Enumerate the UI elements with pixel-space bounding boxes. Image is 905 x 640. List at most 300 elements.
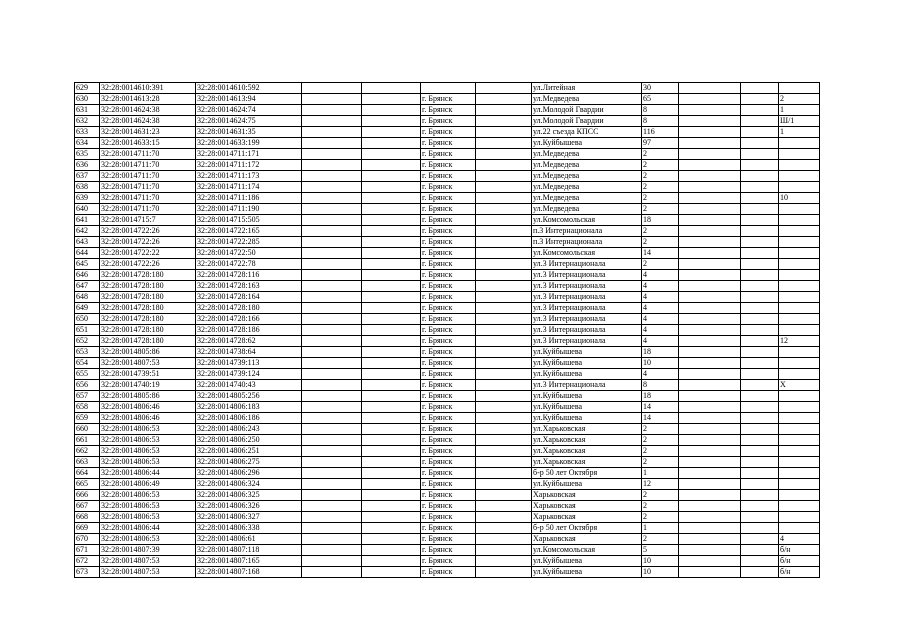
empty-cell-d bbox=[679, 490, 741, 501]
city-cell: г. Брянск bbox=[421, 424, 476, 435]
table-row bbox=[75, 204, 820, 215]
empty-cell-e bbox=[741, 380, 779, 391]
house-number-cell: 2 bbox=[642, 534, 679, 545]
empty-cell-a bbox=[302, 336, 362, 347]
row-number-cell: 659 bbox=[75, 413, 100, 424]
table-row bbox=[75, 303, 820, 314]
row-number-cell: 634 bbox=[75, 138, 100, 149]
row-number-cell: 647 bbox=[75, 281, 100, 292]
building-cell bbox=[779, 435, 820, 446]
cadastral-number-cell: 32:28:0014728:164 bbox=[196, 292, 302, 303]
building-cell bbox=[779, 281, 820, 292]
empty-cell-b bbox=[362, 281, 421, 292]
table-row bbox=[75, 237, 820, 248]
city-cell: г. Брянск bbox=[421, 303, 476, 314]
source-cadastral-number-cell: 32:28:0014807:53 bbox=[100, 567, 196, 578]
empty-cell-e bbox=[741, 303, 779, 314]
building-cell: 1 bbox=[779, 105, 820, 116]
house-number-cell: 2 bbox=[642, 160, 679, 171]
city-cell: г. Брянск bbox=[421, 435, 476, 446]
empty-cell-c bbox=[476, 457, 532, 468]
empty-cell-c bbox=[476, 160, 532, 171]
row-number-cell: 635 bbox=[75, 149, 100, 160]
house-number-cell: 18 bbox=[642, 215, 679, 226]
cadastral-number-cell: 32:28:0014711:173 bbox=[196, 171, 302, 182]
city-cell: г. Брянск bbox=[421, 270, 476, 281]
street-cell: ул.Куйбышева bbox=[532, 138, 642, 149]
empty-cell-b bbox=[362, 94, 421, 105]
empty-cell-d bbox=[679, 457, 741, 468]
building-cell: 4 bbox=[779, 534, 820, 545]
empty-cell-b bbox=[362, 435, 421, 446]
empty-cell-d bbox=[679, 215, 741, 226]
cadastral-number-cell: 32:28:0014806:61 bbox=[196, 534, 302, 545]
empty-cell-e bbox=[741, 545, 779, 556]
street-cell: ул.Комсомольская bbox=[532, 215, 642, 226]
table-row bbox=[75, 193, 820, 204]
empty-cell-c bbox=[476, 468, 532, 479]
empty-cell-c bbox=[476, 314, 532, 325]
empty-cell-b bbox=[362, 237, 421, 248]
row-number-cell: 654 bbox=[75, 358, 100, 369]
empty-cell-b bbox=[362, 479, 421, 490]
city-cell: г. Брянск bbox=[421, 512, 476, 523]
house-number-cell: 10 bbox=[642, 358, 679, 369]
building-cell bbox=[779, 512, 820, 523]
cadastral-number-cell: 32:28:0014728:180 bbox=[196, 303, 302, 314]
empty-cell-d bbox=[679, 380, 741, 391]
source-cadastral-number-cell: 32:28:0014722:22 bbox=[100, 248, 196, 259]
cadastral-number-cell: 32:28:0014806:324 bbox=[196, 479, 302, 490]
empty-cell-d bbox=[679, 402, 741, 413]
source-cadastral-number-cell: 32:28:0014722:26 bbox=[100, 237, 196, 248]
house-number-cell: 2 bbox=[642, 171, 679, 182]
row-number-cell: 641 bbox=[75, 215, 100, 226]
table-row bbox=[75, 380, 820, 391]
empty-cell-b bbox=[362, 83, 421, 94]
empty-cell-d bbox=[679, 391, 741, 402]
source-cadastral-number-cell: 32:28:0014806:49 bbox=[100, 479, 196, 490]
empty-cell-b bbox=[362, 259, 421, 270]
empty-cell-c bbox=[476, 358, 532, 369]
house-number-cell: 14 bbox=[642, 413, 679, 424]
street-cell: ул.Литейная bbox=[532, 83, 642, 94]
street-cell: ул.Комсомольская bbox=[532, 248, 642, 259]
house-number-cell: 2 bbox=[642, 226, 679, 237]
building-cell: 2 bbox=[779, 94, 820, 105]
empty-cell-a bbox=[302, 105, 362, 116]
row-number-cell: 661 bbox=[75, 435, 100, 446]
street-cell: ул.Харьковская bbox=[532, 446, 642, 457]
empty-cell-e bbox=[741, 193, 779, 204]
table-row bbox=[75, 369, 820, 380]
house-number-cell: 4 bbox=[642, 303, 679, 314]
empty-cell-c bbox=[476, 369, 532, 380]
row-number-cell: 667 bbox=[75, 501, 100, 512]
city-cell: г. Брянск bbox=[421, 336, 476, 347]
empty-cell-d bbox=[679, 204, 741, 215]
city-cell: г. Брянск bbox=[421, 523, 476, 534]
cadastral-number-cell: 32:28:0014728:163 bbox=[196, 281, 302, 292]
source-cadastral-number-cell: 32:28:0014722:26 bbox=[100, 259, 196, 270]
street-cell: ул.Медведева bbox=[532, 182, 642, 193]
building-cell: 12 bbox=[779, 336, 820, 347]
city-cell: г. Брянск bbox=[421, 248, 476, 259]
empty-cell-d bbox=[679, 116, 741, 127]
empty-cell-e bbox=[741, 490, 779, 501]
cadastral-number-cell: 32:28:0014610:592 bbox=[196, 83, 302, 94]
source-cadastral-number-cell: 32:28:0014728:180 bbox=[100, 281, 196, 292]
empty-cell-e bbox=[741, 182, 779, 193]
empty-cell-e bbox=[741, 567, 779, 578]
empty-cell-a bbox=[302, 215, 362, 226]
source-cadastral-number-cell: 32:28:0014728:180 bbox=[100, 325, 196, 336]
cadastral-number-cell: 32:28:0014728:62 bbox=[196, 336, 302, 347]
street-cell: ул.Медведева bbox=[532, 171, 642, 182]
empty-cell-b bbox=[362, 270, 421, 281]
empty-cell-d bbox=[679, 259, 741, 270]
empty-cell-c bbox=[476, 270, 532, 281]
empty-cell-d bbox=[679, 369, 741, 380]
source-cadastral-number-cell: 32:28:0014806:46 bbox=[100, 413, 196, 424]
city-cell: г. Брянск bbox=[421, 182, 476, 193]
street-cell: ул.3 Интернационала bbox=[532, 259, 642, 270]
row-number-cell: 670 bbox=[75, 534, 100, 545]
building-cell: б/н bbox=[779, 556, 820, 567]
table-row bbox=[75, 171, 820, 182]
table-row bbox=[75, 314, 820, 325]
cadastral-number-cell: 32:28:0014624:74 bbox=[196, 105, 302, 116]
city-cell: г. Брянск bbox=[421, 259, 476, 270]
empty-cell-c bbox=[476, 94, 532, 105]
empty-cell-c bbox=[476, 248, 532, 259]
empty-cell-e bbox=[741, 457, 779, 468]
empty-cell-e bbox=[741, 512, 779, 523]
empty-cell-e bbox=[741, 523, 779, 534]
table-row bbox=[75, 556, 820, 567]
empty-cell-d bbox=[679, 512, 741, 523]
empty-cell-e bbox=[741, 259, 779, 270]
source-cadastral-number-cell: 32:28:0014711:70 bbox=[100, 182, 196, 193]
empty-cell-a bbox=[302, 314, 362, 325]
street-cell: Харьковская bbox=[532, 534, 642, 545]
empty-cell-e bbox=[741, 116, 779, 127]
empty-cell-a bbox=[302, 138, 362, 149]
empty-cell-c bbox=[476, 391, 532, 402]
empty-cell-a bbox=[302, 347, 362, 358]
building-cell bbox=[779, 501, 820, 512]
empty-cell-a bbox=[302, 380, 362, 391]
empty-cell-e bbox=[741, 435, 779, 446]
empty-cell-e bbox=[741, 424, 779, 435]
source-cadastral-number-cell: 32:28:0014728:180 bbox=[100, 303, 196, 314]
table-row bbox=[75, 182, 820, 193]
cadastral-number-cell: 32:28:0014711:186 bbox=[196, 193, 302, 204]
city-cell: г. Брянск bbox=[421, 567, 476, 578]
empty-cell-d bbox=[679, 127, 741, 138]
house-number-cell: 4 bbox=[642, 325, 679, 336]
city-cell: г. Брянск bbox=[421, 204, 476, 215]
empty-cell-b bbox=[362, 138, 421, 149]
source-cadastral-number-cell: 32:28:0014728:180 bbox=[100, 336, 196, 347]
row-number-cell: 630 bbox=[75, 94, 100, 105]
city-cell: г. Брянск bbox=[421, 193, 476, 204]
empty-cell-a bbox=[302, 545, 362, 556]
empty-cell-c bbox=[476, 127, 532, 138]
empty-cell-a bbox=[302, 556, 362, 567]
empty-cell-c bbox=[476, 501, 532, 512]
house-number-cell: 4 bbox=[642, 336, 679, 347]
empty-cell-e bbox=[741, 358, 779, 369]
cadastral-number-cell: 32:28:0014807:168 bbox=[196, 567, 302, 578]
empty-cell-b bbox=[362, 534, 421, 545]
table-row bbox=[75, 94, 820, 105]
empty-cell-c bbox=[476, 347, 532, 358]
empty-cell-d bbox=[679, 149, 741, 160]
empty-cell-d bbox=[679, 292, 741, 303]
building-cell: Ш/1 bbox=[779, 116, 820, 127]
house-number-cell: 4 bbox=[642, 281, 679, 292]
empty-cell-c bbox=[476, 149, 532, 160]
street-cell: ул.Куйбышева bbox=[532, 402, 642, 413]
row-number-cell: 655 bbox=[75, 369, 100, 380]
row-number-cell: 653 bbox=[75, 347, 100, 358]
empty-cell-b bbox=[362, 468, 421, 479]
cadastral-number-cell: 32:28:0014728:116 bbox=[196, 270, 302, 281]
house-number-cell: 2 bbox=[642, 204, 679, 215]
house-number-cell: 14 bbox=[642, 248, 679, 259]
row-number-cell: 639 bbox=[75, 193, 100, 204]
source-cadastral-number-cell: 32:28:0014728:180 bbox=[100, 270, 196, 281]
registry-table bbox=[74, 82, 820, 578]
cadastral-number-cell: 32:28:0014806:327 bbox=[196, 512, 302, 523]
street-cell: п.3 Интернационала bbox=[532, 226, 642, 237]
table-body bbox=[75, 83, 820, 578]
source-cadastral-number-cell: 32:28:0014711:70 bbox=[100, 171, 196, 182]
empty-cell-c bbox=[476, 204, 532, 215]
house-number-cell: 5 bbox=[642, 545, 679, 556]
cadastral-number-cell: 32:28:0014740:43 bbox=[196, 380, 302, 391]
building-cell bbox=[779, 347, 820, 358]
table-row bbox=[75, 215, 820, 226]
empty-cell-e bbox=[741, 468, 779, 479]
empty-cell-b bbox=[362, 567, 421, 578]
empty-cell-c bbox=[476, 292, 532, 303]
city-cell: г. Брянск bbox=[421, 534, 476, 545]
street-cell: ул.Харьковская bbox=[532, 457, 642, 468]
empty-cell-a bbox=[302, 259, 362, 270]
street-cell: ул.Куйбышева bbox=[532, 556, 642, 567]
table-row bbox=[75, 567, 820, 578]
building-cell: 10 bbox=[779, 193, 820, 204]
empty-cell-a bbox=[302, 413, 362, 424]
empty-cell-a bbox=[302, 468, 362, 479]
city-cell: г. Брянск bbox=[421, 94, 476, 105]
empty-cell-e bbox=[741, 413, 779, 424]
city-cell: г. Брянск bbox=[421, 556, 476, 567]
empty-cell-e bbox=[741, 479, 779, 490]
empty-cell-b bbox=[362, 347, 421, 358]
empty-cell-a bbox=[302, 292, 362, 303]
cadastral-number-cell: 32:28:0014806:250 bbox=[196, 435, 302, 446]
source-cadastral-number-cell: 32:28:0014728:180 bbox=[100, 314, 196, 325]
cadastral-number-cell: 32:28:0014722:78 bbox=[196, 259, 302, 270]
building-cell bbox=[779, 413, 820, 424]
source-cadastral-number-cell: 32:28:0014711:70 bbox=[100, 193, 196, 204]
house-number-cell: 8 bbox=[642, 105, 679, 116]
empty-cell-a bbox=[302, 457, 362, 468]
cadastral-number-cell: 32:28:0014728:186 bbox=[196, 325, 302, 336]
empty-cell-a bbox=[302, 248, 362, 259]
empty-cell-e bbox=[741, 270, 779, 281]
empty-cell-e bbox=[741, 215, 779, 226]
empty-cell-b bbox=[362, 402, 421, 413]
empty-cell-a bbox=[302, 325, 362, 336]
table-row bbox=[75, 468, 820, 479]
empty-cell-a bbox=[302, 501, 362, 512]
empty-cell-a bbox=[302, 435, 362, 446]
building-cell bbox=[779, 138, 820, 149]
empty-cell-b bbox=[362, 501, 421, 512]
street-cell: ул.Куйбышева bbox=[532, 391, 642, 402]
source-cadastral-number-cell: 32:28:0014739:51 bbox=[100, 369, 196, 380]
street-cell: ул.3 Интернационала bbox=[532, 325, 642, 336]
street-cell: Харьковская bbox=[532, 512, 642, 523]
cadastral-number-cell: 32:28:0014711:190 bbox=[196, 204, 302, 215]
table-row bbox=[75, 248, 820, 259]
cadastral-number-cell: 32:28:0014722:285 bbox=[196, 237, 302, 248]
empty-cell-d bbox=[679, 237, 741, 248]
source-cadastral-number-cell: 32:28:0014806:44 bbox=[100, 468, 196, 479]
source-cadastral-number-cell: 32:28:0014806:46 bbox=[100, 402, 196, 413]
city-cell bbox=[421, 83, 476, 94]
street-cell: ул.3 Интернационала bbox=[532, 292, 642, 303]
empty-cell-b bbox=[362, 369, 421, 380]
empty-cell-a bbox=[302, 512, 362, 523]
source-cadastral-number-cell: 32:28:0014624:38 bbox=[100, 105, 196, 116]
street-cell: ул.Куйбышева bbox=[532, 347, 642, 358]
empty-cell-a bbox=[302, 391, 362, 402]
house-number-cell: 10 bbox=[642, 556, 679, 567]
empty-cell-a bbox=[302, 171, 362, 182]
empty-cell-d bbox=[679, 83, 741, 94]
street-cell: ул.Медведева bbox=[532, 160, 642, 171]
street-cell: ул.Куйбышева bbox=[532, 567, 642, 578]
house-number-cell: 2 bbox=[642, 490, 679, 501]
cadastral-number-cell: 32:28:0014711:171 bbox=[196, 149, 302, 160]
table-row bbox=[75, 435, 820, 446]
house-number-cell: 4 bbox=[642, 270, 679, 281]
empty-cell-d bbox=[679, 435, 741, 446]
empty-cell-a bbox=[302, 237, 362, 248]
city-cell: г. Брянск bbox=[421, 501, 476, 512]
cadastral-number-cell: 32:28:0014624:75 bbox=[196, 116, 302, 127]
empty-cell-a bbox=[302, 160, 362, 171]
city-cell: г. Брянск bbox=[421, 127, 476, 138]
empty-cell-a bbox=[302, 490, 362, 501]
empty-cell-a bbox=[302, 116, 362, 127]
empty-cell-b bbox=[362, 358, 421, 369]
street-cell: ул.Комсомольская bbox=[532, 545, 642, 556]
street-cell: ул.Куйбышева bbox=[532, 413, 642, 424]
row-number-cell: 660 bbox=[75, 424, 100, 435]
city-cell: г. Брянск bbox=[421, 391, 476, 402]
empty-cell-a bbox=[302, 446, 362, 457]
street-cell: б-р 50 лет Октября bbox=[532, 468, 642, 479]
source-cadastral-number-cell: 32:28:0014806:53 bbox=[100, 424, 196, 435]
city-cell: г. Брянск bbox=[421, 105, 476, 116]
row-number-cell: 651 bbox=[75, 325, 100, 336]
row-number-cell: 663 bbox=[75, 457, 100, 468]
row-number-cell: 642 bbox=[75, 226, 100, 237]
house-number-cell: 18 bbox=[642, 347, 679, 358]
row-number-cell: 671 bbox=[75, 545, 100, 556]
empty-cell-d bbox=[679, 226, 741, 237]
row-number-cell: 668 bbox=[75, 512, 100, 523]
empty-cell-c bbox=[476, 556, 532, 567]
source-cadastral-number-cell: 32:28:0014624:38 bbox=[100, 116, 196, 127]
street-cell: ул.Куйбышева bbox=[532, 479, 642, 490]
empty-cell-d bbox=[679, 281, 741, 292]
empty-cell-d bbox=[679, 413, 741, 424]
source-cadastral-number-cell: 32:28:0014633:15 bbox=[100, 138, 196, 149]
empty-cell-c bbox=[476, 193, 532, 204]
empty-cell-a bbox=[302, 149, 362, 160]
row-number-cell: 658 bbox=[75, 402, 100, 413]
empty-cell-a bbox=[302, 303, 362, 314]
building-cell bbox=[779, 171, 820, 182]
row-number-cell: 657 bbox=[75, 391, 100, 402]
empty-cell-b bbox=[362, 545, 421, 556]
cadastral-number-cell: 32:28:0014739:113 bbox=[196, 358, 302, 369]
empty-cell-a bbox=[302, 193, 362, 204]
empty-cell-b bbox=[362, 171, 421, 182]
cadastral-number-cell: 32:28:0014806:243 bbox=[196, 424, 302, 435]
empty-cell-e bbox=[741, 336, 779, 347]
building-cell bbox=[779, 325, 820, 336]
house-number-cell: 4 bbox=[642, 292, 679, 303]
table-row bbox=[75, 336, 820, 347]
empty-cell-a bbox=[302, 182, 362, 193]
house-number-cell: 4 bbox=[642, 314, 679, 325]
cadastral-number-cell: 32:28:0014631:35 bbox=[196, 127, 302, 138]
building-cell bbox=[779, 490, 820, 501]
empty-cell-a bbox=[302, 479, 362, 490]
street-cell: Харьковская bbox=[532, 501, 642, 512]
house-number-cell: 116 bbox=[642, 127, 679, 138]
house-number-cell: 2 bbox=[642, 424, 679, 435]
empty-cell-c bbox=[476, 545, 532, 556]
empty-cell-d bbox=[679, 325, 741, 336]
table-row bbox=[75, 545, 820, 556]
cadastral-number-cell: 32:28:0014807:165 bbox=[196, 556, 302, 567]
street-cell: ул.3 Интернационала bbox=[532, 380, 642, 391]
row-number-cell: 646 bbox=[75, 270, 100, 281]
city-cell: г. Брянск bbox=[421, 413, 476, 424]
source-cadastral-number-cell: 32:28:0014728:180 bbox=[100, 292, 196, 303]
row-number-cell: 650 bbox=[75, 314, 100, 325]
empty-cell-b bbox=[362, 512, 421, 523]
source-cadastral-number-cell: 32:28:0014711:70 bbox=[100, 149, 196, 160]
city-cell: г. Брянск bbox=[421, 347, 476, 358]
cadastral-number-cell: 32:28:0014633:199 bbox=[196, 138, 302, 149]
building-cell bbox=[779, 303, 820, 314]
empty-cell-a bbox=[302, 358, 362, 369]
empty-cell-d bbox=[679, 446, 741, 457]
empty-cell-d bbox=[679, 314, 741, 325]
empty-cell-b bbox=[362, 292, 421, 303]
cadastral-number-cell: 32:28:0014806:325 bbox=[196, 490, 302, 501]
